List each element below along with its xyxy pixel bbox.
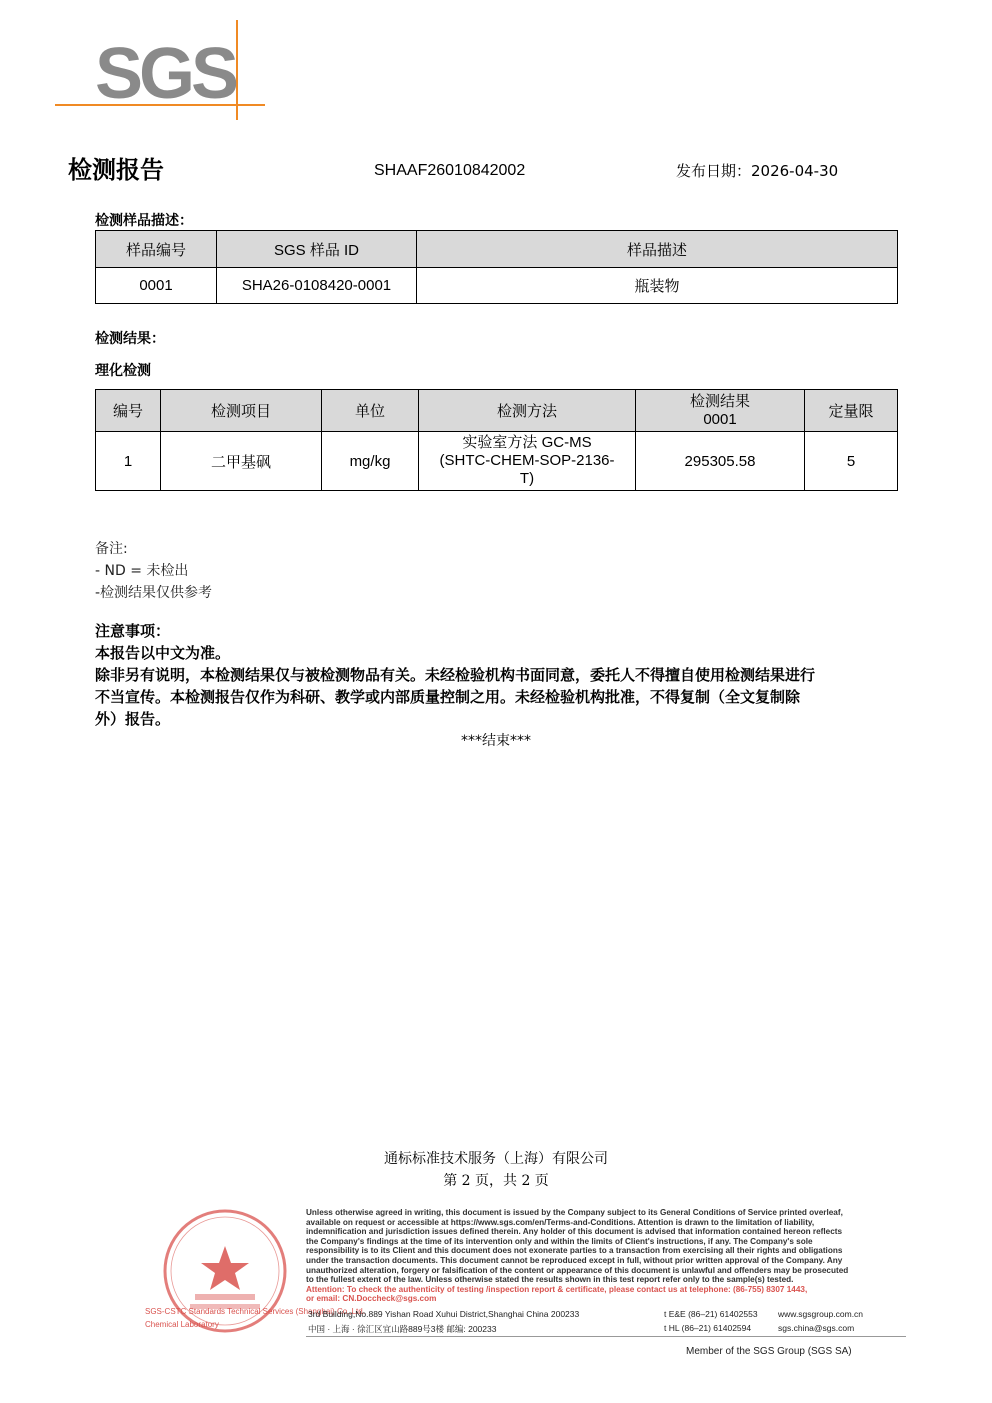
report-number: SHAAF26010842002 — [374, 162, 526, 179]
results-table-header — [96, 390, 898, 432]
cell-method-line1: 实验室方法 GC-MS — [462, 434, 592, 451]
attention-line-2: or email: CN.Doccheck@sgs.com — [306, 1294, 437, 1304]
sgs-logo — [95, 34, 245, 114]
address-en: 3rd Building,No.889 Yishan Road Xuhui District,Shanghai China 200233 — [308, 1309, 580, 1319]
disclaimer-line-4: the Company's findings at the time of its intervention only and within the limits of Client's instructions, if any. The Company's sole — [306, 1236, 813, 1246]
col-sample-desc: 样品描述 — [417, 231, 898, 268]
disclaimer-line-1: Unless otherwise agreed in writing, this document is issued by the Company subject to its General Conditions of Service printed overleaf, — [306, 1208, 843, 1217]
col-result-line1: 检测结果 — [689, 392, 750, 410]
footer-divider — [306, 1336, 906, 1337]
col-result — [636, 390, 805, 432]
col-unit: 单位 — [322, 390, 419, 432]
notes-line-1: - ND = 未检出 — [95, 563, 189, 579]
cell-sample-desc: 瓶装物 — [417, 268, 898, 304]
notes — [95, 538, 212, 604]
notice-line-3: 不当宣传。本检测报告仅作为科研、教学或内部质量控制之用。未经检验机构批准，不得复制（全文复制除 — [95, 688, 801, 706]
col-sample-no: 样品编号 — [96, 231, 217, 268]
table-row — [96, 432, 898, 491]
cell-method-line2: (SHTC-CHEM-SOP-2136- — [439, 452, 615, 469]
results-sublabel: 理化检测 — [95, 363, 151, 379]
sgs-member: Member of the SGS Group (SGS SA) — [686, 1346, 852, 1357]
notes-title: 备注: — [95, 541, 128, 557]
col-result-line2: 0001 — [703, 410, 737, 428]
disclaimer-line-7: unauthorized alteration, forgery or falsification of the content or appearance of this document is unlawful and offenders may be prosecuted — [306, 1265, 849, 1275]
email: sgs.china@sgs.com — [778, 1323, 855, 1333]
notice-line-1: 本报告以中文为准。 — [95, 644, 231, 662]
footer-company: 通标标准技术服务（上海）有限公司 — [384, 1151, 608, 1167]
notice-line-4: 外）报告。 — [95, 710, 171, 728]
disclaimer — [306, 1208, 866, 1304]
cell-result: 295305.58 — [636, 432, 805, 491]
disclaimer-line-5: responsibility is to its Client and this document does not exonerate parties to a transaction from exercising all their rights and obligations — [306, 1246, 843, 1256]
notice-line-2: 除非另有说明，本检测结果仅与被检测物品有关。未经检验机构书面同意，委托人不得擅自使用检测结果进行 — [95, 666, 816, 684]
cell-unit: mg/kg — [322, 432, 419, 491]
disclaimer-line-6: under the transaction documents. This document cannot be reproduced except in full, without prior written approval of the Company. Any — [306, 1255, 843, 1265]
website: www.sgsgroup.com.cn — [778, 1309, 864, 1319]
sample-table-header — [96, 231, 898, 268]
col-sgs-sample-id: SGS 样品 ID — [217, 231, 417, 268]
cell-loq: 5 — [805, 432, 898, 491]
logo-text: SGS — [95, 34, 236, 114]
col-method: 检测方法 — [419, 390, 636, 432]
cell-method — [419, 432, 636, 491]
cell-sample-no: 0001 — [96, 268, 217, 304]
cell-method-line3: T) — [519, 470, 535, 487]
issue-date: 发布日期：2026-04-30 — [676, 162, 839, 180]
results-section-label: 检测结果： — [95, 331, 165, 347]
notes-line-2: -检测结果仅供参考 — [95, 585, 213, 601]
page-number: 第 2 页，共 2 页 — [443, 1173, 549, 1189]
notice — [95, 620, 905, 730]
tel-hl: t HL (86–21) 61402594 — [664, 1323, 752, 1333]
end-mark: ***结束*** — [461, 733, 531, 749]
cell-no: 1 — [96, 432, 161, 491]
col-no: 编号 — [96, 390, 161, 432]
col-test-item: 检测项目 — [161, 390, 322, 432]
notice-title: 注意事项： — [95, 622, 171, 640]
sample-section-label: 检测样品描述： — [95, 213, 193, 229]
cell-test-item: 二甲基砜 — [161, 432, 322, 491]
sample-table — [95, 230, 898, 304]
official-seal-icon — [160, 1206, 290, 1336]
address-cn: 中国 · 上海 · 徐汇区宜山路889号3楼 邮编: 200233 — [308, 1324, 497, 1334]
table-row — [96, 268, 898, 304]
disclaimer-line-3: indemnification and jurisdiction issues defined therein. Any holder of this document is advised that information contained hereon reflects — [306, 1227, 843, 1237]
disclaimer-line-2: available on request or accessible at https://www.sgs.com/en/Terms-and-Conditions. Attention is drawn to the limitation of liability, — [306, 1217, 815, 1227]
tel-ee: t E&E (86–21) 61402553 — [664, 1309, 758, 1319]
results-table — [95, 389, 898, 491]
stamp-caption-2: Chemical Laboratory — [145, 1320, 219, 1329]
attention-line-1: Attention: To check the authenticity of testing /inspection report & certificate, please contact us at telephone: (86-755) 8307 1443, — [306, 1284, 808, 1294]
disclaimer-line-8: to the fullest extent of the law. Unless otherwise stated the results shown in this test report refer only to the sample(s) tested. — [306, 1275, 794, 1285]
report-title: 检测报告 — [68, 156, 164, 184]
stamp-caption: SGS-CSTC Standards Technical Services (Shanghai) Co.,Ltd. — [145, 1307, 365, 1316]
col-loq: 定量限 — [805, 390, 898, 432]
cell-sgs-sample-id: SHA26-0108420-0001 — [217, 268, 417, 304]
